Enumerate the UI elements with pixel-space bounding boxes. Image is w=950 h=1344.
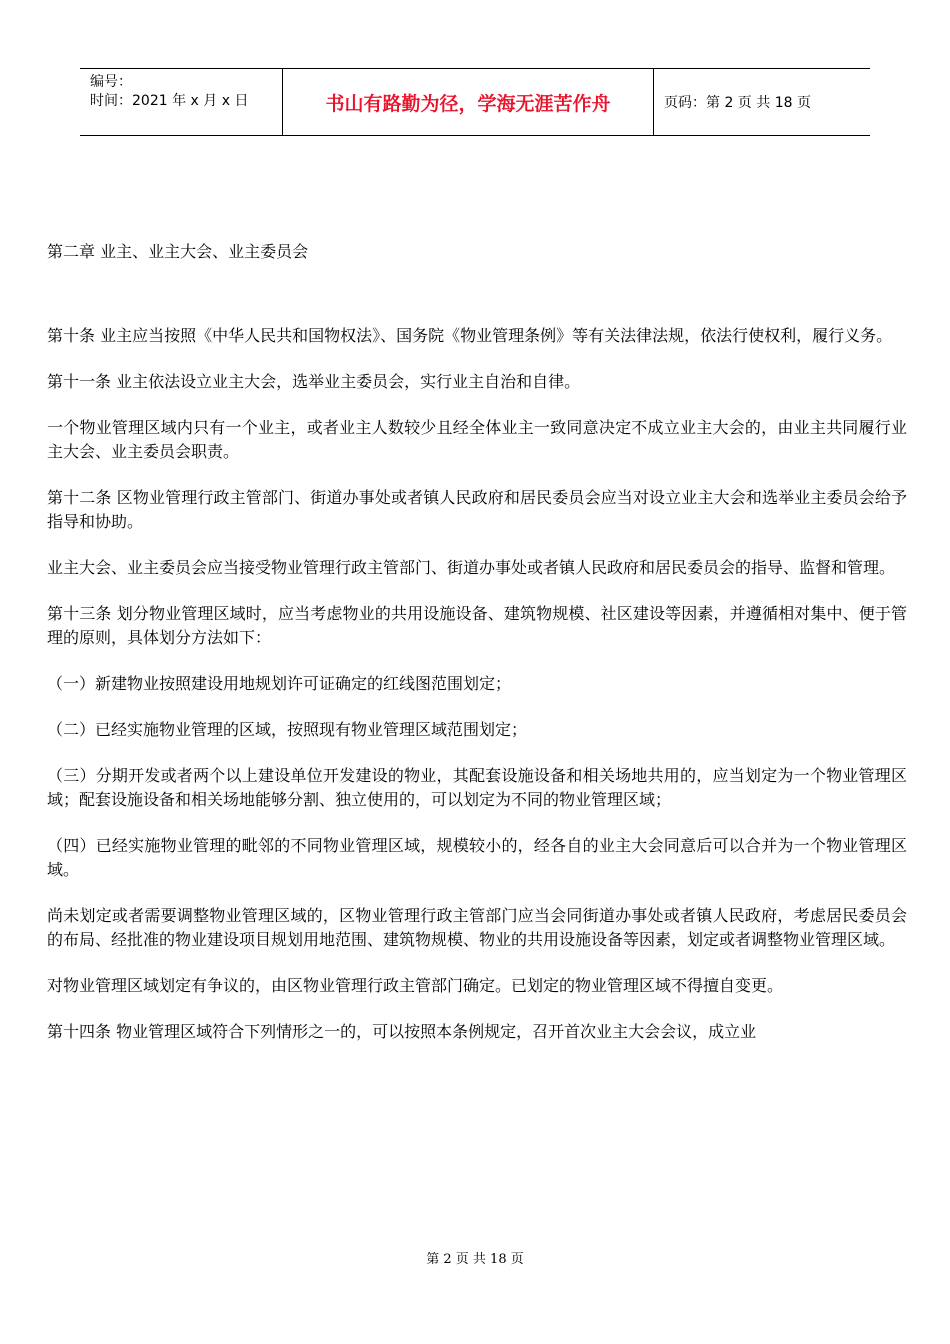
paragraph: 第十四条 物业管理区域符合下列情形之一的，可以按照本条例规定，召开首次业主大会会议，成立业 (47, 1022, 757, 1041)
header-page-info: 页码：第 2 页 共 18 页 (664, 95, 811, 111)
header-motto: 书山有路勤为径，学海无涯苦作舟 (282, 69, 654, 135)
paragraph: （二）已经实施物业管理的区域，按照现有物业管理区域范围划定； (47, 720, 528, 739)
paragraph: 一个物业管理区域内只有一个业主，或者业主人数较少且经全体业主一致同意决定不成立业主大会的，由业主共同履行业主大会、业主委员会职责。 (47, 418, 907, 461)
document-body (47, 240, 907, 1066)
header-meta (80, 69, 282, 135)
paragraph: 业主大会、业主委员会应当接受物业管理行政主管部门、街道办事处或者镇人民政府和居民委员会的指导、监督和管理。 (47, 558, 896, 577)
chapter-title: 第二章 业主、业主大会、业主委员会 (47, 242, 309, 261)
paragraph: 第十一条 业主依法设立业主大会，选举业主委员会，实行业主自治和自律。 (47, 372, 581, 391)
paragraph: （一）新建物业按照建设用地规划许可证确定的红线图范围划定； (47, 674, 512, 693)
paragraph: （三）分期开发或者两个以上建设单位开发建设的物业，其配套设施设备和相关场地共用的，应当划定为一个物业管理区域；配套设施设备和相关场地能够分割、独立使用的，可以划定为不同的物业管理区域； (47, 766, 907, 809)
paragraph: （四）已经实施物业管理的毗邻的不同物业管理区域，规模较小的，经各自的业主大会同意后可以合并为一个物业管理区域。 (47, 836, 907, 879)
document-date: 时间：2021 年 x 月 x 日 (90, 93, 249, 109)
paragraph: 第十条 业主应当按照《中华人民共和国物权法》、国务院《物业管理条例》等有关法律法规，依法行使权利，履行义务。 (47, 326, 893, 345)
page-footer: 第 2 页 共 18 页 (426, 1252, 524, 1267)
paragraph: 对物业管理区域划定有争议的，由区物业管理行政主管部门确定。已划定的物业管理区域不得擅自变更。 (47, 976, 784, 995)
paragraph: 第十三条 划分物业管理区域时，应当考虑物业的共用设施设备、建筑物规模、社区建设等因素，并遵循相对集中、便于管理的原则，具体划分方法如下： (47, 604, 907, 647)
page-header (80, 68, 870, 136)
paragraph: 尚未划定或者需要调整物业管理区域的，区物业管理行政主管部门应当会同街道办事处或者镇人民政府，考虑居民委员会的布局、经批准的物业建设项目规划用地范围、建筑物规模、物业的共用设施设备等因素，划定或者调整物业管理区域。 (47, 906, 907, 949)
document-number: 编号： (90, 74, 132, 90)
paragraph: 第十二条 区物业管理行政主管部门、街道办事处或者镇人民政府和居民委员会应当对设立业主大会和选举业主委员会给予指导和协助。 (47, 488, 907, 531)
